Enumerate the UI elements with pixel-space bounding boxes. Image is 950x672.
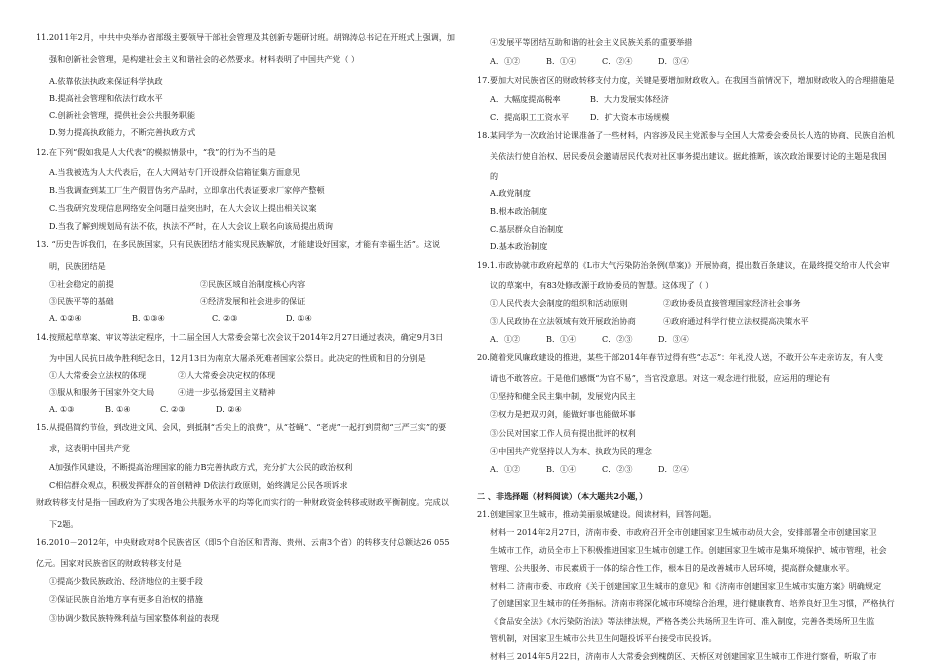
- text-line: 12.在下列“假如我是人大代表”的模拟情景中，“我”的行为不当的是: [36, 147, 276, 157]
- text-line: B．大力发展实体经济: [590, 94, 669, 104]
- text-line: C.创新社会管理，提供社会公共服务职能: [49, 110, 196, 120]
- text-line: D．②④: [658, 464, 689, 474]
- text-line: D.努力提高执政能力，不断完善执政方式: [49, 127, 196, 137]
- text-line: 材料一 2014年2月27日，济南市委、市政府召开全市创建国家卫生城市动员大会，安排部署全市创建国家卫: [490, 527, 877, 537]
- text-line: C. ②③: [212, 313, 238, 323]
- text-line: 材料三 2014年5月22日，济南市人大常委会到槐荫区、天桥区对创建国家卫生城市工作进行察看，听取了市: [490, 651, 877, 661]
- text-line: 亿元。国家对民族省区的财政转移支付是: [36, 558, 182, 568]
- text-line: ②民族区域自治制度核心内容: [200, 279, 306, 289]
- text-line: ③公民对国家工作人员有提出批评的权利: [490, 428, 636, 438]
- text-line: D．扩大资本市场规模: [590, 112, 670, 122]
- text-line: ①社会稳定的前提: [49, 279, 114, 289]
- text-line: ④中国共产党坚持以人为本、执政为民的理念: [490, 446, 652, 456]
- text-line: 16.2010－2012年，中央财政对8个民族省区（即5个自治区和青海、贵州、云南3个省）的转移支付总额达26 055: [36, 537, 450, 547]
- text-line: 14.按照起草草案、审议等法定程序，十二届全国人大常委会第七次会议于2014年2月27日通过表决，确定9月3日: [36, 332, 444, 342]
- text-line: 18.某同学为一次政治讨论课准备了一些材料，内容涉及民主党派参与全国人大常委会委员长人选的协商、民族自治机: [477, 130, 895, 140]
- text-line: ②政协委员直接管理国家经济社会事务: [663, 298, 801, 308]
- text-line: C.基层群众自治制度: [490, 224, 564, 234]
- text-line: 求，这表明中国共产党: [49, 443, 130, 453]
- text-line: ④政府通过科学行使立法权提高决策水平: [663, 316, 809, 326]
- text-line: B.提高社会管理和依法行政水平: [49, 93, 163, 103]
- text-line: A. ①②④: [49, 313, 82, 323]
- text-line: C．②④: [602, 56, 633, 66]
- text-line: 管理、公共服务、市民素质于一体的综合性工作，根本目的是改善城市人居环境，提高群众健康水平。: [490, 563, 855, 573]
- text-line: A加强作风建设，不断提高治理国家的能力B完善执政方式，充分扩大公民的政治权利: [49, 462, 353, 472]
- text-line: B．①④: [546, 56, 577, 66]
- text-line: ②保证民族自治地方享有更多自治权的措施: [49, 594, 203, 604]
- text-line: ④发展平等团结互助和谐的社会主义民族关系的重要举措: [490, 37, 693, 47]
- text-line: ②人大常委会决定权的体现: [178, 370, 276, 380]
- text-line: A.政党制度: [490, 188, 531, 198]
- text-line: ④经济发展和社会进步的保证: [200, 296, 306, 306]
- text-line: B．①④: [546, 334, 577, 344]
- text-line: D. ①④: [286, 313, 312, 323]
- text-line: B. ①④: [105, 404, 131, 414]
- text-line: A．大幅度提高税率: [490, 94, 561, 104]
- text-line: B．①④: [546, 464, 577, 474]
- text-line: D．③④: [658, 56, 689, 66]
- text-line: C. ②③: [160, 404, 186, 414]
- text-line: A．①②: [490, 464, 521, 474]
- text-line: A．①②: [490, 334, 521, 344]
- text-line: B.当我调查到某工厂生产假冒伪劣产品时，立即拿出代表证要求厂家停产整顿: [49, 185, 325, 195]
- text-line: ②权力是把双刃剑，能做好事也能做坏事: [490, 409, 636, 419]
- text-line: ④进一步弘扬爱国主义精神: [178, 387, 276, 397]
- text-line: A.当我被选为人大代表后，在人大网站专门开设群众信箱征集方面意见: [49, 167, 301, 177]
- text-line: 了创建国家卫生城市的任务指标。济南市将深化城市环境综合治理，进行健康教育、培养良好卫生习惯，严格执行: [490, 598, 895, 608]
- text-line: D. ②④: [216, 404, 242, 414]
- text-line: 15.从提倡简约节俭，到改进文风、会风，到抵制“舌尖上的浪费”，从“苍蝇”、“老虎”一起打到贯彻“三严三实”的要: [36, 422, 447, 432]
- text-line: 强和创新社会管理，是构建社会主义和谐社会的必然要求。材料表明了中国共产党（ ）: [49, 54, 360, 64]
- text-line: B. ①③④: [132, 313, 165, 323]
- text-line: ①人民代表大会制度的组织和活动原则: [490, 298, 628, 308]
- text-line: 议的草案中，有83处修改源于政协委员的智慧。这体现了（ ）: [490, 280, 714, 290]
- text-line: 19.1.市政协就市政府起草的《L市大气污染防治条例(草案)》开展协商，提出数百条建议，在最终提交给市人代会审: [477, 260, 890, 270]
- text-line: 财政转移支付是指一国政府为了实现各地公共服务水平的均等化而实行的一种财政资金转移或财政平衡制度。完成以: [36, 497, 449, 507]
- text-line: C.当我研究发现信息网络安全问题日益突出时，在人大会议上提出相关议案: [49, 203, 317, 213]
- text-line: 20.随着党风廉政建设的推进，某些干部2014年春节过得有些“忐忑”：年礼没人送，不敢开公车走亲访友，有人变: [477, 352, 883, 362]
- text-line: ③民族平等的基础: [49, 296, 114, 306]
- text-line: 生城市工作，动员全市上下积极推进国家卫生城市创建工作。创建国家卫生城市是集环境保护、城市管理，社会: [490, 545, 887, 555]
- text-line: 下2题。: [49, 519, 79, 529]
- text-line: C．②③: [602, 334, 633, 344]
- text-line: 管机制，对国家卫生城市公共卫生问题投诉平台接受市民投诉。: [490, 633, 717, 643]
- text-line: ①坚持和健全民主集中制，发展党内民主: [490, 391, 636, 401]
- text-line: 明，民族团结是: [49, 261, 106, 271]
- text-line: C．②③: [602, 464, 633, 474]
- text-line: 《食品安全法》《水污染防治法》等法律法规，严格各类公共场所卫生许可、准入制度，完善各类场所卫生监: [490, 616, 875, 626]
- text-line: 17.要加大对民族省区的财政转移支付力度，关键是要增加财政收入。在我国当前情况下，增加财政收入的合理措施是: [477, 75, 895, 85]
- text-line: 的: [490, 171, 499, 181]
- text-line: D．③④: [658, 334, 689, 344]
- text-line: ③人民政协在立法领域有效开展政治协商: [490, 316, 636, 326]
- text-line: ③协调少数民族特殊利益与国家整体利益的表现: [49, 613, 219, 623]
- text-line: 为中国人民抗日战争胜利纪念日，12月13日为南京大屠杀死难者国家公祭日。此决定的性质和目的分别是: [49, 353, 426, 363]
- text-line: C相信群众观点，积极发挥群众的首创精神 D依法行政原则，始终满足公民各项诉求: [49, 480, 348, 490]
- text-line: ①提高少数民族政治、经济地位的主要手段: [49, 576, 203, 586]
- text-line: B.根本政治制度: [490, 206, 548, 216]
- text-line: 21.创建国家卫生城市，推动美丽泉城建设。阅读材料，回答问题。: [477, 509, 717, 519]
- text-line: A. ①③: [49, 404, 75, 414]
- text-line: 二 、非选择题（材料阅读）（本大题共2小题，）: [477, 491, 648, 501]
- text-line: D.当我了解到规划局有法不依，执法不严时，在人大会议上联名向该局提出质询: [49, 221, 333, 231]
- text-line: 材料二 济南市委、市政府《关于创建国家卫生城市的意见》和《济南市创建国家卫生城市实施方案》明确规定: [490, 581, 882, 591]
- text-line: 请也不敢答应。于是他们感慨“为官不易”，当官没意思。对这一观念进行批驳，应运用的理论有: [490, 373, 831, 383]
- text-line: 13. “历史告诉我们，在多民族国家，只有民族团结才能实现民族解放，才能建设好国家，才能有幸福生活”。这说: [36, 239, 441, 249]
- text-line: C．提高职工工资水平: [490, 112, 570, 122]
- text-line: 11.2011年2月，中共中央举办省部级主要领导干部社会管理及其创新专题研讨班。胡锦涛总书记在开班式上强调，加: [36, 32, 456, 42]
- text-line: ①人大常委会立法权的体现: [49, 370, 147, 380]
- text-line: 关依法行使自治权、居民委员会邀请居民代表对社区事务提出建议。据此推断，该次政治课要讨论的主题是我国: [490, 151, 887, 161]
- text-line: A．①②: [490, 56, 521, 66]
- text-line: ③服从和服务于国家外交大局: [49, 387, 155, 397]
- text-line: A.依靠依法执政来保证科学执政: [49, 76, 163, 86]
- text-line: D.基本政治制度: [490, 241, 548, 251]
